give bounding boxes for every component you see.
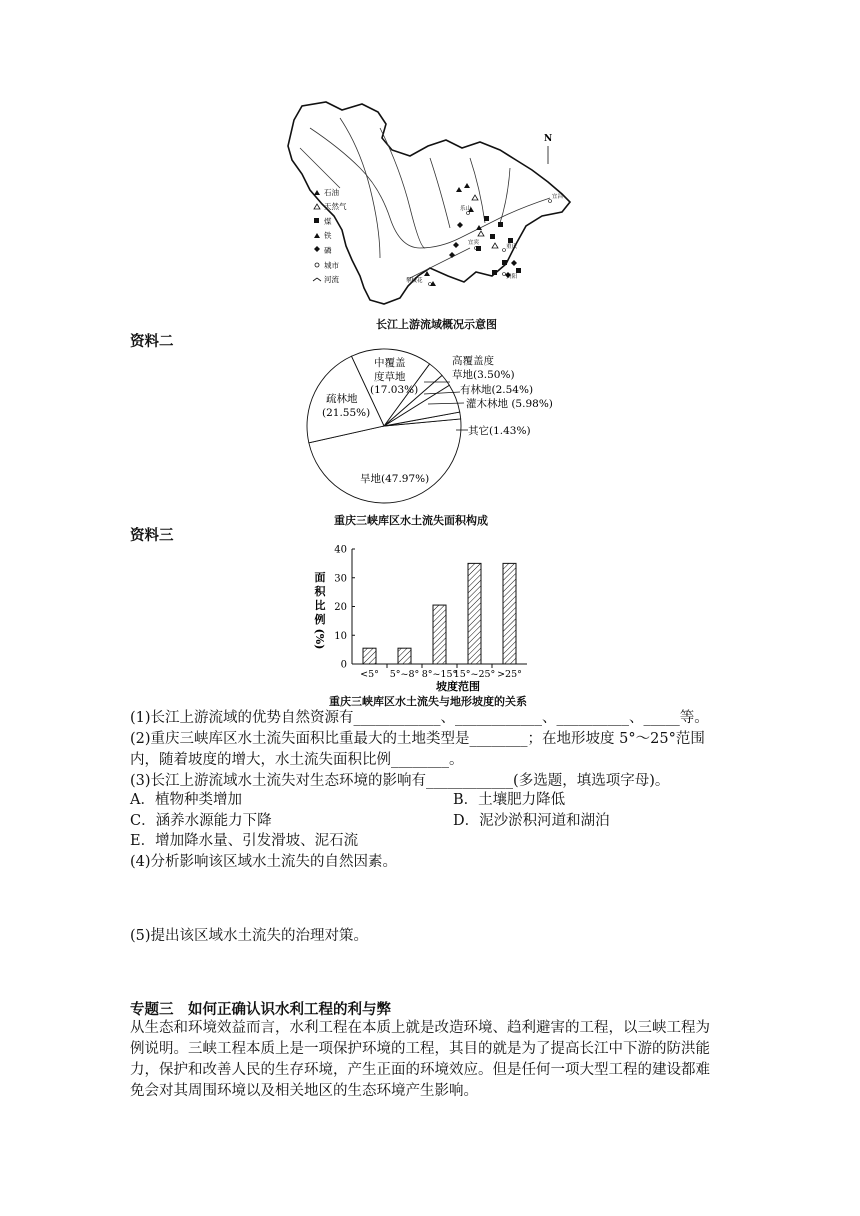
- map-caption: 长江上游流域概况示意图: [376, 318, 497, 331]
- pie-label: 其它(1.43%): [468, 425, 531, 437]
- category-label: >25°: [497, 669, 522, 680]
- yangtze-upper-basin-map: [280, 98, 580, 313]
- city-labels: [406, 192, 563, 286]
- y-tick-label: 0: [340, 659, 347, 671]
- y-tick-label: 30: [334, 573, 347, 585]
- question-3: (3)长江上游流域水土流失对生态环境的影响有____________(多选题，填选项字母)。: [130, 773, 670, 789]
- y-label-char: 积: [314, 585, 326, 598]
- legend-label: 磷: [324, 246, 332, 255]
- bar-marks: [363, 563, 516, 664]
- pie-caption: 重庆三峡库区水土流失面积构成: [334, 514, 488, 527]
- material3-label: 资料三: [130, 527, 174, 544]
- map-legend: [313, 187, 347, 284]
- river-icon: [313, 278, 321, 281]
- category-label: 8°~15°: [421, 669, 458, 680]
- question-1: (1)长江上游流域的优势自然资源有____________、____________、__________、_____等。: [130, 710, 709, 726]
- question-4: (4)分析影响该区域水土流失的自然因素。: [130, 854, 398, 870]
- y-label-char: 例: [314, 613, 326, 626]
- city-label: 重庆: [506, 244, 518, 250]
- city-label: 乐山: [460, 206, 472, 212]
- bar-2: [433, 605, 446, 664]
- legend-label: 天然气: [324, 202, 347, 211]
- bar-categories: [360, 664, 522, 680]
- bar-4: [503, 563, 516, 664]
- city-label: 攀枝花: [406, 278, 423, 284]
- bar-1: [398, 648, 411, 664]
- category-label: <5°: [360, 669, 379, 680]
- slope-bar-chart: [300, 540, 570, 710]
- y-tick-label: 20: [334, 602, 347, 613]
- open-triangle-icon: [314, 204, 320, 209]
- circle-icon: [315, 263, 319, 267]
- pie-label: 旱地(47.97%): [360, 473, 430, 485]
- topic3-line: 从生态和环境效益而言，水利工程在本质上就是改造环境、趋利避害的工程，以三峡工程为: [130, 1020, 710, 1036]
- topic3-line: 力，保护和改善人民的生存环境，产生正面的环境效应。但是任何一项大型工程的建设都难: [130, 1062, 710, 1078]
- pie-label: 度草地: [374, 371, 406, 383]
- pie-label: 高覆盖度: [452, 355, 494, 367]
- legend-label: 煤: [324, 217, 332, 226]
- city-label: 宜宾: [468, 240, 480, 246]
- city-label: 宜昌: [552, 194, 564, 200]
- legend-label: 城市: [324, 261, 339, 270]
- y-tick-label: 10: [334, 630, 347, 642]
- question-2-line1: (2)重庆三峡库区水土流失面积比重最大的土地类型是________；在地形坡度 5°～25°范围: [130, 731, 705, 747]
- material2-label: 资料二: [130, 333, 174, 350]
- land-type-pie-chart: [300, 346, 570, 510]
- pie-label: 中覆盖: [374, 357, 406, 369]
- pie-label: (17.03%): [370, 384, 419, 396]
- diamond-icon: [314, 246, 320, 252]
- legend-label: 石油: [324, 188, 339, 197]
- bar-3: [468, 563, 481, 664]
- y-label-unit: (%): [313, 628, 326, 650]
- option-a: A．植物种类增加: [130, 792, 242, 808]
- legend-label: 河流: [324, 275, 339, 284]
- pie-label: 草地(3.50%): [452, 369, 515, 381]
- bar-y-axis-label: [313, 570, 327, 649]
- option-b: B．土壤肥力降低: [453, 792, 566, 808]
- topic3-line: 免会对其周围环境以及相关地区的生态环境产生影响。: [130, 1083, 478, 1099]
- category-label: 5°~8°: [389, 669, 420, 680]
- north-label: N: [544, 134, 553, 144]
- triangle-icon: [314, 190, 320, 195]
- city-label: 贵阳: [506, 274, 518, 280]
- pie-label: 灌木林地 (5.98%): [466, 398, 553, 410]
- option-d: D．泥沙淤积河道和湖泊: [453, 813, 610, 829]
- topic3-line: 例说明。三峡工程本质上是一项保护环境的工程，其目的就是为了提高长江中下游的防洪能: [130, 1041, 710, 1057]
- bar-0: [363, 648, 376, 664]
- triangle-small-icon: [314, 233, 320, 238]
- pie-label: 有林地(2.54%): [460, 384, 534, 396]
- y-label-char: 比: [314, 599, 326, 612]
- question-5: (5)提出该区域水土流失的治理对策。: [130, 928, 369, 944]
- y-label-char: 面: [314, 571, 326, 584]
- category-label: 15°~25°: [453, 669, 496, 680]
- option-e: E．增加降水量、引发滑坡、泥石流: [130, 833, 359, 849]
- pie-label: (21.55%): [322, 407, 371, 419]
- question-2-line2: 内，随着坡度的增大，水土流失面积比例________。: [130, 752, 464, 768]
- topic3-heading: 专题三 如何正确认识水利工程的利与弊: [130, 1001, 391, 1018]
- bar-x-axis-label: 坡度范围: [436, 680, 480, 693]
- y-tick-label: 40: [334, 544, 347, 556]
- rivers: [300, 118, 553, 278]
- square-icon: [314, 218, 319, 223]
- pie-label: 疏林地: [326, 393, 358, 405]
- option-c: C．涵养水源能力下降: [130, 813, 272, 829]
- bar-caption: 重庆三峡库区水土流失与地形坡度的关系: [329, 695, 527, 708]
- legend-label: 铁: [324, 231, 332, 240]
